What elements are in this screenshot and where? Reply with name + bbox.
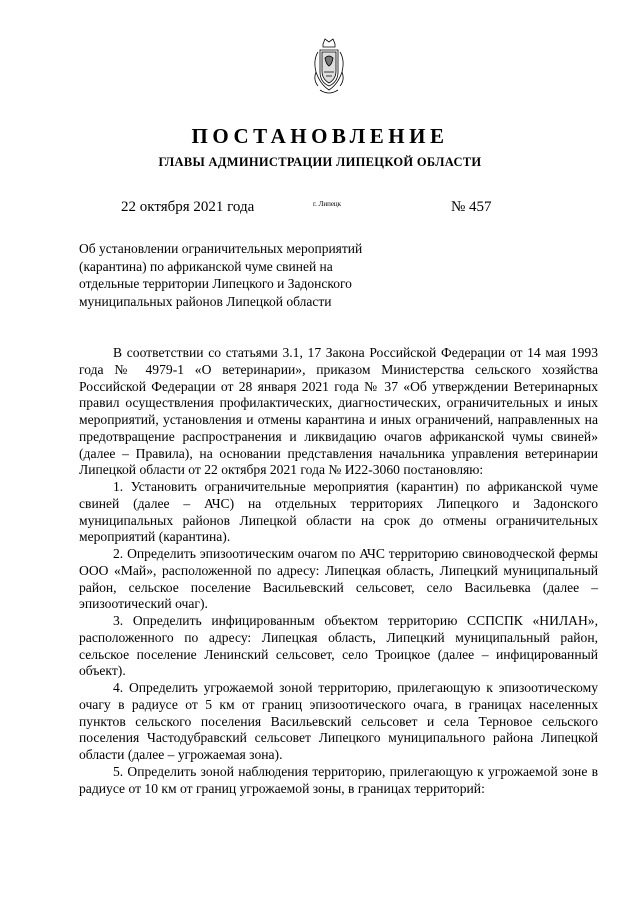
document-number: № 457 [451, 199, 492, 215]
coat-of-arms-icon [310, 38, 348, 96]
document-city: г. Липецк [313, 200, 342, 208]
clause-paragraph: 2. Определить эпизоотическим очагом по АЧС территорию свиноводческой фермы ООО «Май», расположенной по адресу: Липецкая область, Липецкий муниципальный район, сельское поселение Васильевский сельсовет, село Васильевка (далее – эпизоотический очаг). [79, 546, 598, 612]
clause-paragraph: 3. Определить инфицированным объектом территорию ССПСПК «НИЛАН», расположенного по адресу: Липецкая область, Липецкий муниципальный район, сельское поселение Ленинский сельсовет, село Троицкое (далее – инфицированный объект). [79, 613, 598, 679]
preamble-paragraph: В соответствии со статьями 3.1, 17 Закона Российской Федерации от 14 мая 1993 года № 4979-1 «О ветеринарии», приказом Министерства сельского хозяйства Российской Федерации от 28 января 2021 года № 37 «Об утверждении Ветеринарных правил осуществления профилактических, диагностических, ограничительных и иных мероприятий, установления и отмены карантина и иных ограничений, направленных на предотвращение распространения и ликвидацию очагов африканской чумы свиней» (далее – Правила), на основании представления начальника управления ветеринарии Липецкой области от 22 октября 2021 года № И22-3060 постановляю: [79, 345, 598, 478]
document-subject: Об установлении ограничительных мероприятий (карантина) по африканской чуме свиней на отдельные территории Липецкого и Задонского муниципальных районов Липецкой области [79, 241, 363, 309]
clause-paragraph: 1. Установить ограничительные мероприятия (карантин) по африканской чуме свиней (далее – АЧС) на отдельных территориях Липецкого и Задонского муниципальных районов Липецкой области на срок до отмены ограничительных мероприятий (карантина). [79, 479, 598, 545]
issuer-subtitle: ГЛАВЫ АДМИНИСТРАЦИИ ЛИПЕЦКОЙ ОБЛАСТИ [158, 155, 482, 169]
clause-paragraph: 4. Определить угрожаемой зоной территорию, прилегающую к эпизоотическому очагу в радиусе от 5 км от границ эпизоотического очага, в границах населенных пунктов сельского поселения Васильевский сельсовет и села Терновое сельского поселения Частодубравский сельсовет Липецкого муниципального района Липецкой области (далее – угрожаемая зона). [79, 680, 598, 762]
document-body [79, 345, 598, 797]
document-title: ПОСТАНОВЛЕНИЕ [191, 124, 449, 148]
document-date: 22 октября 2021 года [121, 199, 255, 215]
clause-paragraph: 5. Определить зоной наблюдения территорию, прилегающую к угрожаемой зоне в радиусе от 10 км от границ угрожаемой зоны, в границах территорий: [79, 763, 598, 796]
